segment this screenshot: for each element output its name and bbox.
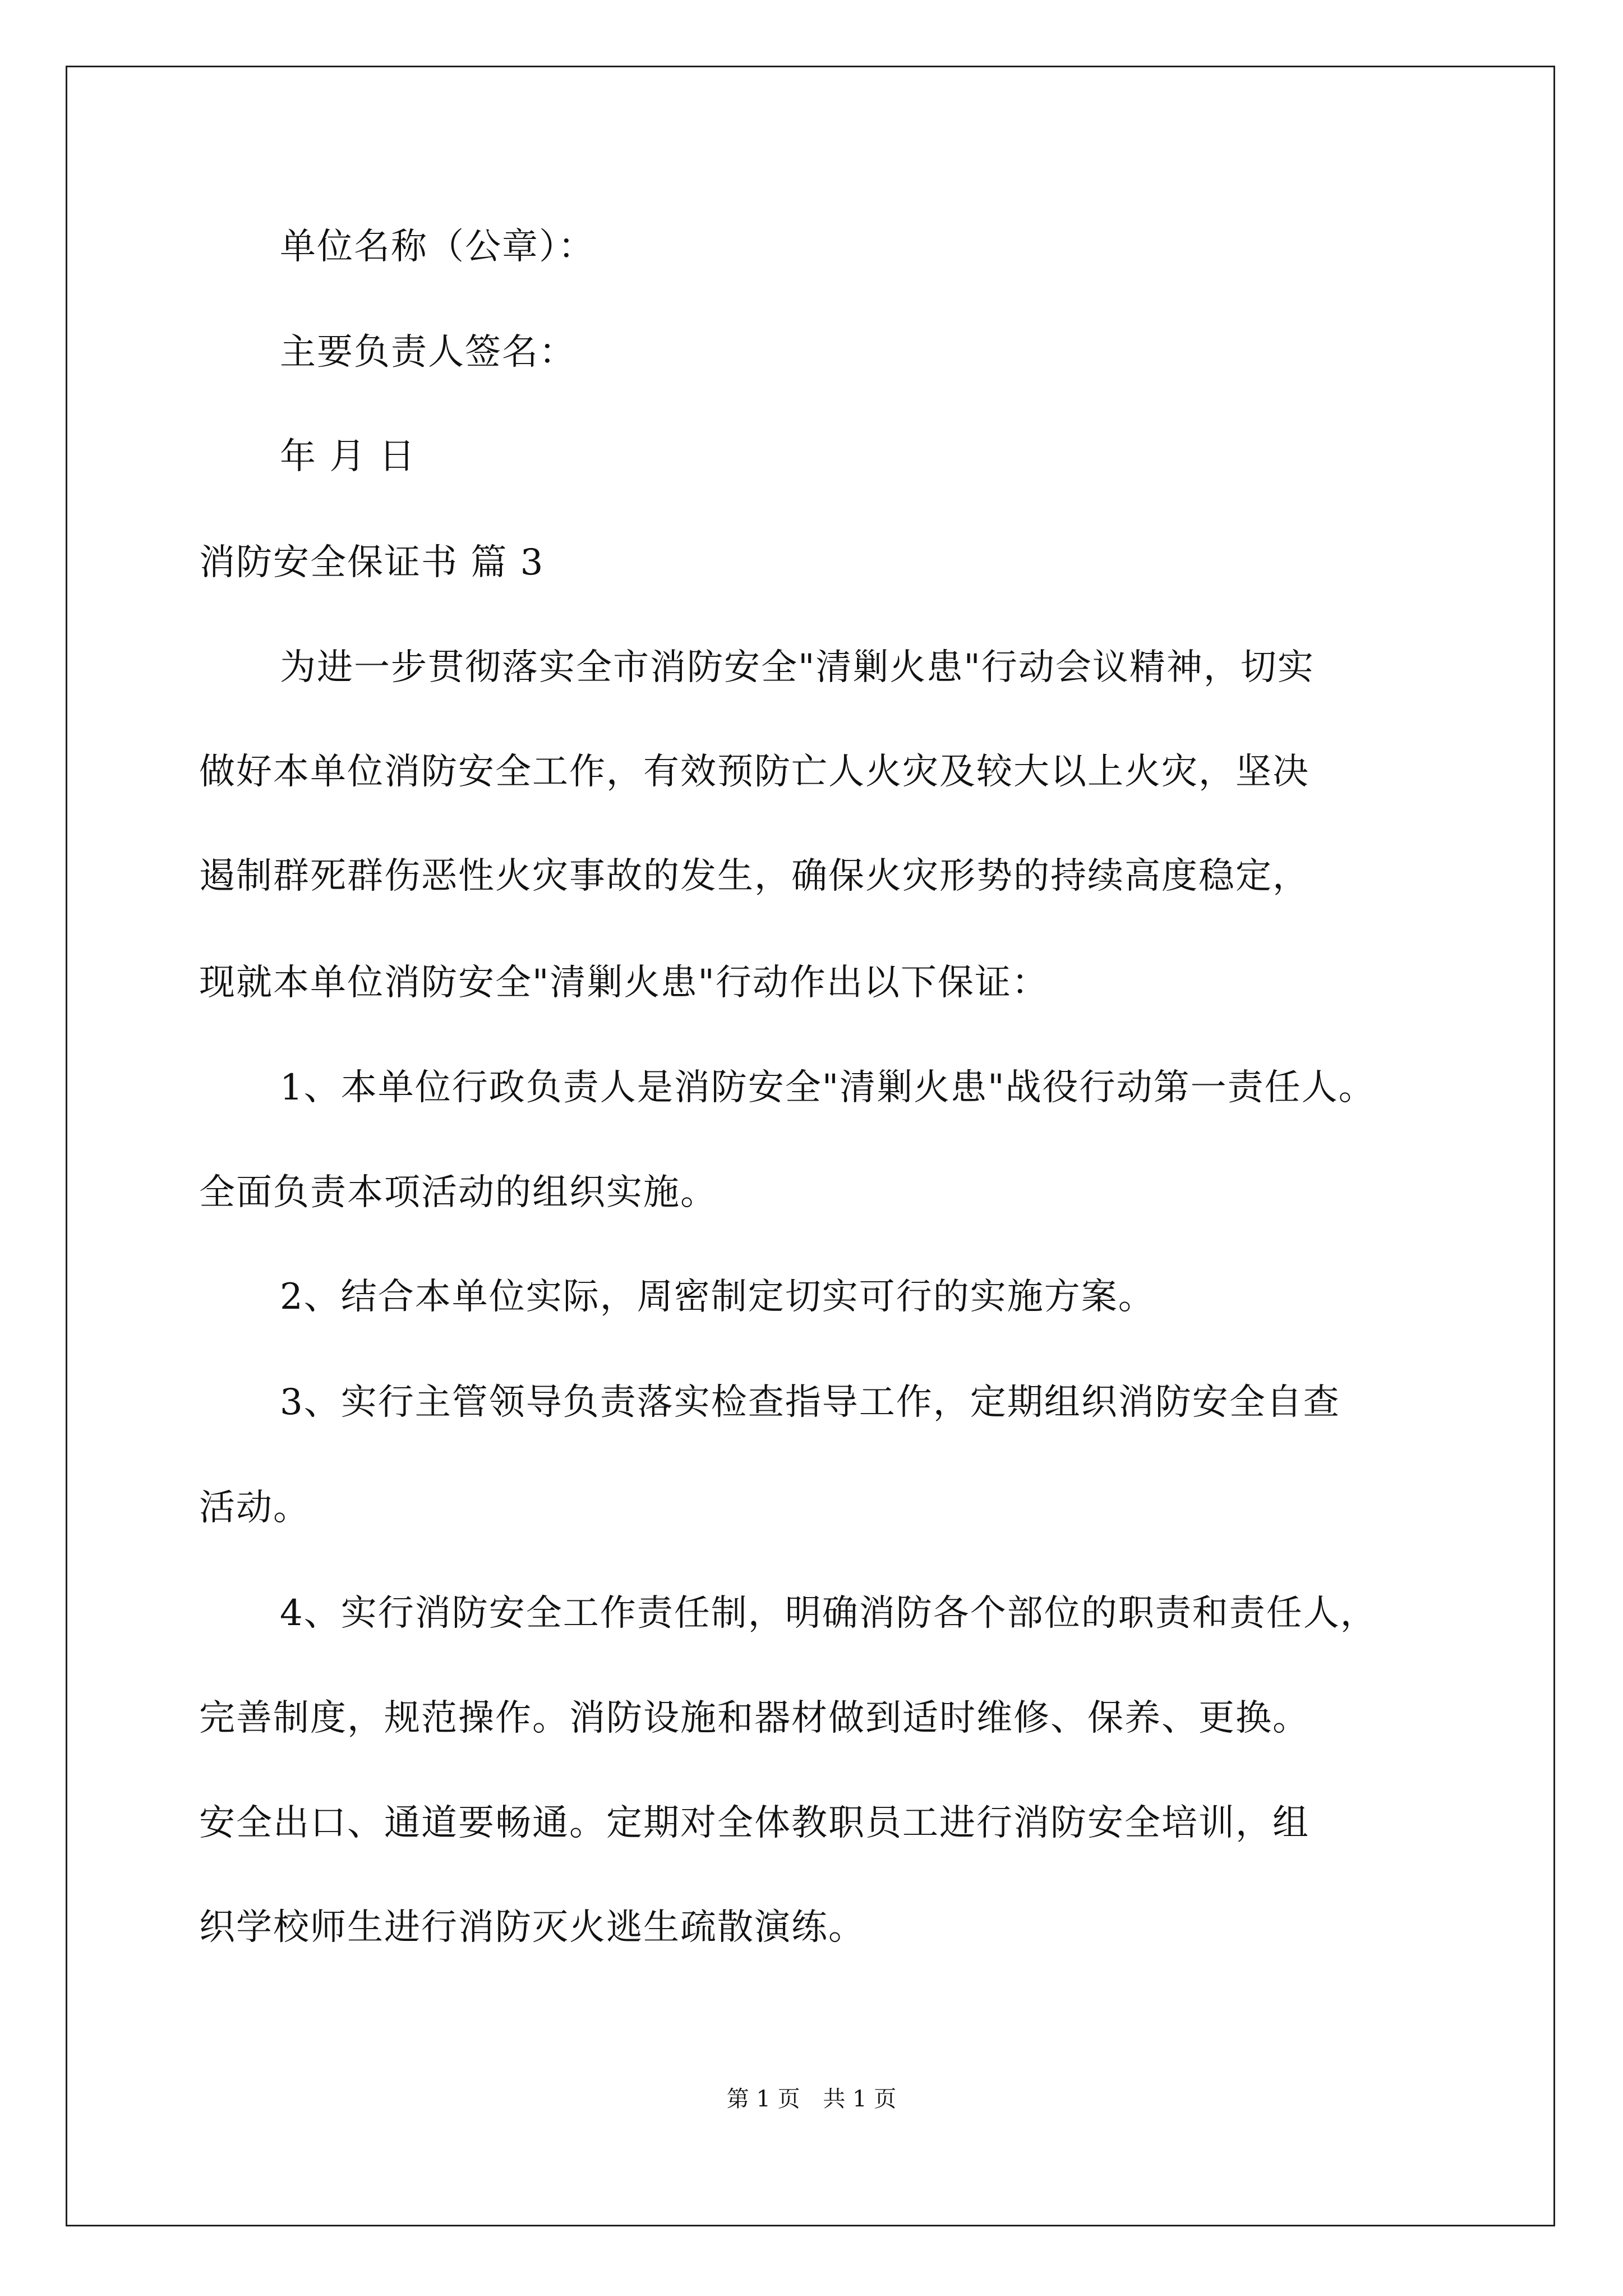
paragraph-line: 全面负责本项活动的组织实施。 [199,1172,717,1213]
page-border [66,66,1555,2226]
date-line: 年 月 日 [280,436,416,477]
signature-unit-line: 单位名称（公章）： [280,226,595,268]
paragraph-line: 遏制群死群伤恶性火灾事故的发生，确保火灾形势的持续高度稳定， [199,855,1310,897]
paragraph-line: 完善制度，规范操作。消防设施和器材做到适时维修、保养、更换。 [199,1697,1310,1739]
page-number: 第 1 页 [726,2086,800,2112]
paragraph-line: 活动。 [199,1487,310,1529]
signature-person-line: 主要负责人签名： [280,332,576,373]
paragraph-line: 做好本单位消防安全工作，有效预防亡人火灾及较大以上火灾，坚决 [199,751,1310,793]
section-heading: 消防安全保证书 篇 3 [199,542,545,583]
page-total: 共 1 页 [823,2086,897,2112]
paragraph-line: 织学校师生进行消防灭火逃生疏散演练。 [199,1907,865,1948]
paragraph-line: 为进一步贯彻落实全市消防安全"清剿火患"行动会议精神，切实 [280,647,1315,688]
paragraph-line: 安全出口、通道要畅通。定期对全体教职员工进行消防安全培训，组 [199,1802,1310,1844]
paragraph-line: 1、本单位行政负责人是消防安全"清剿火患"战役行动第一责任人。 [280,1067,1376,1108]
paragraph-line: 现就本单位消防安全"清剿火患"行动作出以下保证： [199,962,1049,1004]
paragraph-line: 3、实行主管领导负责落实检查指导工作，定期组织消防安全自查 [280,1382,1340,1423]
page-footer [0,2085,1623,2113]
paragraph-line: 4、实行消防安全工作责任制，明确消防各个部位的职责和责任人， [280,1593,1377,1634]
paragraph-line: 2、结合本单位实际，周密制定切实可行的实施方案。 [280,1276,1155,1318]
